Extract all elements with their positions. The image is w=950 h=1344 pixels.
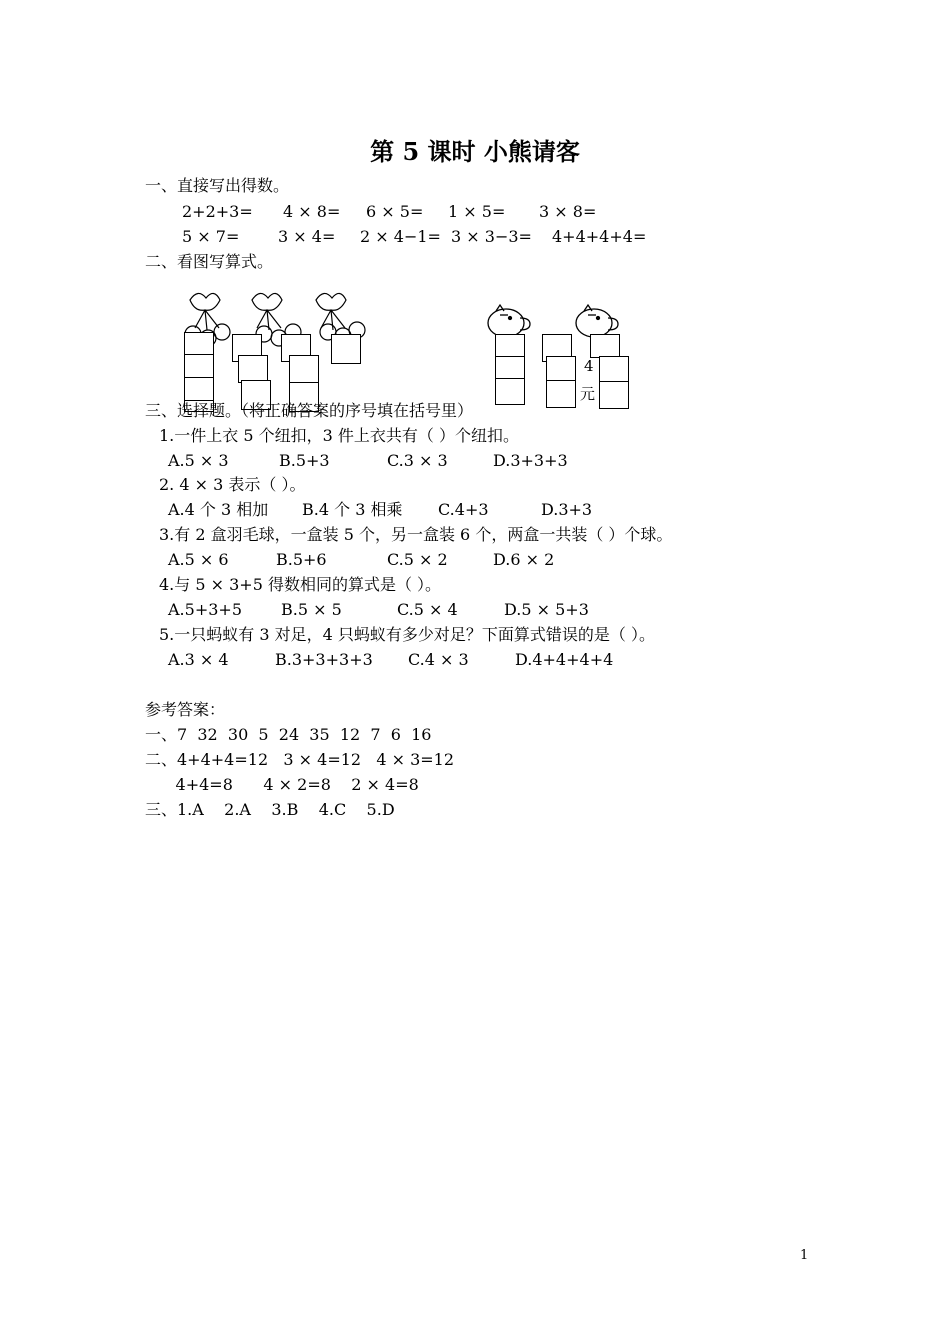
- option[interactable]: B.5+3: [279, 451, 330, 470]
- answer-box[interactable]: [599, 356, 629, 383]
- problem: 4 × 8=: [283, 202, 341, 221]
- problem: 2 × 4−1=: [360, 227, 441, 246]
- option[interactable]: B.3+3+3+3: [275, 650, 373, 669]
- answer-box[interactable]: [590, 334, 620, 358]
- options-2: [0, 500, 950, 520]
- option[interactable]: C.3 × 3: [387, 451, 448, 470]
- option[interactable]: C.4 × 3: [408, 650, 469, 669]
- question-4: 4.与 5 × 3+5 得数相同的算式是（ ）。: [159, 575, 442, 594]
- piggy-label: 4: [584, 357, 594, 375]
- problem: 6 × 5=: [366, 202, 424, 221]
- answer-box[interactable]: [599, 381, 629, 409]
- answer-box[interactable]: [495, 378, 525, 405]
- answers-heading: 参考答案：: [145, 700, 226, 719]
- option[interactable]: A.5 × 6: [168, 550, 229, 569]
- problem: 4+4+4+4=: [552, 227, 647, 246]
- problem: 3 × 8=: [539, 202, 597, 221]
- section2-heading: 二、看图写算式。: [145, 252, 274, 271]
- question-1: 1.一件上衣 5 个纽扣，3 件上衣共有（ ）个纽扣。: [159, 426, 519, 445]
- problem: 3 × 3−3=: [451, 227, 532, 246]
- option[interactable]: B.4 个 3 相乘: [302, 500, 403, 519]
- question-3: 3.有 2 盒羽毛球，一盒装 5 个，另一盒装 6 个，两盒一共装（ ）个球。: [159, 525, 673, 544]
- answer-line-2: 二、4+4+4=12 3 × 4=12 4 × 3=12: [145, 750, 455, 769]
- problem: 2+2+3=: [182, 202, 253, 221]
- option[interactable]: B.5+6: [276, 550, 327, 569]
- answer-box[interactable]: [546, 380, 576, 408]
- option[interactable]: B.5 × 5: [281, 600, 342, 619]
- question-2: 2. 4 × 3 表示（ ）。: [159, 475, 306, 494]
- piggy-bank-icon: [0, 0, 950, 420]
- option[interactable]: C.4+3: [438, 500, 489, 519]
- problem: 3 × 4=: [278, 227, 336, 246]
- answer-box[interactable]: [495, 334, 525, 358]
- option[interactable]: A.5+3+5: [168, 600, 242, 619]
- page-number: 1: [800, 1248, 809, 1263]
- page-title: 第 5 课时 小熊请客: [370, 137, 580, 166]
- option[interactable]: A.4 个 3 相加: [168, 500, 269, 519]
- answer-box[interactable]: [546, 356, 576, 382]
- answer-line-3: 4+4=8 4 × 2=8 2 × 4=8: [145, 775, 419, 794]
- option[interactable]: C.5 × 2: [387, 550, 448, 569]
- section3-heading: 三、选择题。（将正确答案的序号填在括号里）: [145, 401, 474, 420]
- option[interactable]: D.4+4+4+4: [515, 650, 614, 669]
- answer-line-4: 三、1.A 2.A 3.B 4.C 5.D: [145, 800, 395, 819]
- problem: 5 × 7=: [182, 227, 240, 246]
- option[interactable]: A.5 × 3: [168, 451, 229, 470]
- options-1: [0, 451, 950, 471]
- answer-line-1: 一、7 32 30 5 24 35 12 7 6 16: [145, 725, 432, 744]
- piggy-label: 元: [580, 385, 596, 403]
- options-5: [0, 650, 950, 670]
- options-3: [0, 550, 950, 570]
- answer-box[interactable]: [495, 356, 525, 380]
- option[interactable]: A.3 × 4: [168, 650, 229, 669]
- question-5: 5.一只蚂蚁有 3 对足，4 只蚂蚁有多少对足？下面算式错误的是（ ）。: [159, 625, 655, 644]
- option[interactable]: D.6 × 2: [493, 550, 555, 569]
- problem: 1 × 5=: [448, 202, 506, 221]
- piggy-figure: [0, 0, 950, 420]
- options-4: [0, 600, 950, 620]
- option[interactable]: C.5 × 4: [397, 600, 458, 619]
- option[interactable]: D.5 × 5+3: [504, 600, 589, 619]
- option[interactable]: D.3+3: [541, 500, 593, 519]
- section1-heading: 一、直接写出得数。: [145, 176, 290, 195]
- option[interactable]: D.3+3+3: [493, 451, 568, 470]
